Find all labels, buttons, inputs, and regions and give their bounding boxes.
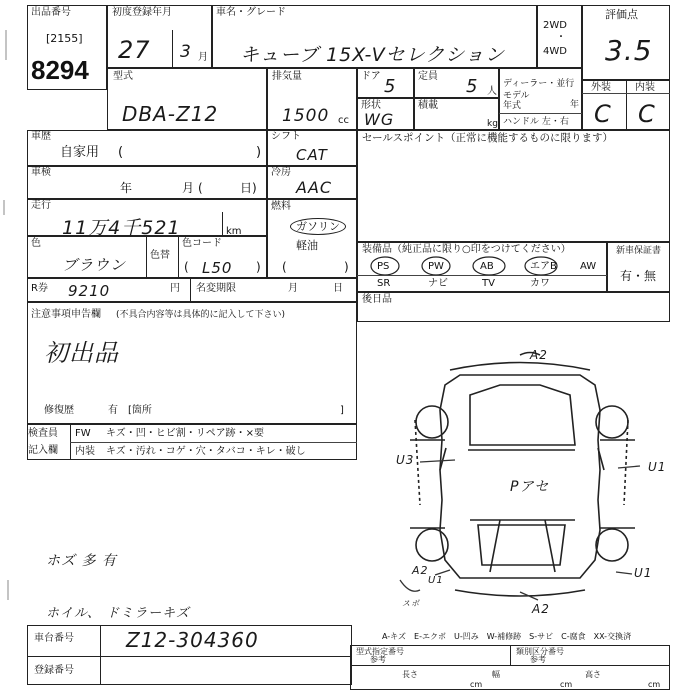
recycle-label: R券 [31, 283, 48, 294]
repair-value: 有 [108, 405, 118, 416]
deadline-label: 名変期限 [196, 283, 236, 294]
equip-ps: PS [377, 261, 390, 272]
history-paren-close: ) [256, 145, 262, 160]
interior-grade: C [638, 100, 656, 128]
reg-month-unit: 月 [198, 52, 208, 63]
bottom-note-1: ホズ 多 有 [46, 553, 117, 569]
disp-value: 1500 [282, 106, 330, 126]
equip-ab: AB [480, 261, 494, 272]
mileage-value: 11万4千521 [62, 217, 181, 239]
aircon-label: 冷房 [271, 167, 291, 178]
load-label: 積載 [418, 100, 438, 111]
color-code-value: L50 [202, 259, 233, 277]
door-value: 5 [384, 76, 397, 97]
dealer-label: ディーラー・並行 [503, 79, 575, 89]
ref-number: [2155] [46, 32, 83, 45]
shift-label: シフト [271, 131, 301, 142]
checker-line2-tag: 内装 [75, 446, 95, 457]
deadline-month: 月 [288, 283, 298, 294]
diag-center: Pアセ [510, 479, 550, 495]
cap-label: 定員 [418, 71, 438, 82]
fuel-gasoline: ガソリン [290, 218, 346, 235]
equip-leather: カワ [530, 278, 550, 289]
fuel-diesel: 軽油 [296, 239, 318, 252]
mileage-label: 走行 [31, 200, 51, 211]
selling-points-label: セールスポイント（正常に機能するものに限ります） [362, 132, 614, 144]
aircon-value: AAC [296, 178, 333, 197]
repair-place: [箇所 [128, 405, 152, 416]
color-code-label: 色コード [182, 238, 222, 249]
class-ref: 参考 [530, 655, 546, 664]
score-label: 評価点 [605, 8, 638, 21]
diag-bottom-small: スポ [402, 599, 420, 608]
rear-seat-box [357, 292, 670, 322]
deadline-day: 日 [333, 283, 343, 294]
diag-br: U1 [634, 566, 653, 580]
equip-aw: AW [580, 261, 597, 272]
kg-unit: kg [487, 119, 498, 129]
color-label: 色 [31, 238, 41, 249]
reg-month: 3 [180, 42, 192, 62]
history-owner: 自家用 [60, 145, 100, 160]
equip-navi: ナビ [428, 278, 448, 289]
model-year-label: モデル年式 [503, 91, 530, 111]
color-value: ブラウン [62, 256, 127, 274]
inspection-year-unit: 年 [120, 181, 133, 195]
record-label: 記入欄 [28, 445, 58, 456]
frame-label: 車台番号 [34, 633, 74, 644]
interior-label: 内装 [635, 82, 655, 93]
km-unit: km [226, 226, 242, 237]
warranty-value: 有・無 [620, 269, 657, 283]
exterior-grade: C [594, 100, 612, 128]
notes-label: 注意事項申告欄 [31, 309, 101, 320]
diag-bl1: A2 [412, 564, 429, 577]
recycle-yen: 円 [170, 283, 180, 294]
model-label: 型式 [113, 71, 133, 82]
disp-label: 排気量 [272, 71, 302, 82]
damage-legend: A-キズ E-エクボ U-凹み W-補修跡 S-サビ C-腐食 XX-交換済 [382, 632, 632, 641]
color-code-paren-close: ) [256, 260, 261, 274]
diag-left: U3 [396, 453, 415, 467]
checker-line1-text: キズ・凹・ヒビ割・リペア跡・×要 [106, 428, 264, 439]
drive-2wd: 2WD [543, 20, 567, 31]
notes-handwritten: 初出品 [44, 339, 119, 367]
cert-label: 型式指定番号 [356, 647, 404, 656]
diag-right: U1 [648, 460, 667, 474]
lot-label: 出品番号 [31, 7, 71, 18]
class-label: 類別区分番号 [516, 647, 564, 656]
fuel-paren-close: ) [344, 260, 349, 274]
repair-label: 修復歴 [44, 405, 74, 416]
bottom-note-2: ホイル、 ドミラーキズ [46, 606, 190, 621]
frame-value: Z12-304360 [126, 628, 259, 652]
equip-tv: TV [482, 278, 495, 289]
equip-pw: PW [428, 261, 444, 272]
car-name: キューブ 15X-Vセレクション [240, 44, 505, 66]
shift-value: CAT [296, 146, 328, 164]
notes-sublabel: (不具合内容等は具体的に記入して下さい) [116, 310, 286, 320]
inspection-box [27, 166, 267, 199]
fuel-paren-open: ( [282, 260, 287, 274]
name-label: 車名・グレード [216, 7, 286, 18]
history-paren-open: ( [118, 145, 124, 160]
inspection-label: 車検 [31, 167, 51, 178]
shape-label: 形状 [361, 100, 381, 111]
front-bumper-line [450, 363, 590, 371]
cap-value: 5 [466, 76, 479, 97]
equip-airb: エアB [530, 261, 557, 272]
repair-bracket-close: ] [340, 405, 344, 416]
checker-label: 検査員 [28, 428, 58, 439]
recycle-value: 9210 [68, 282, 111, 300]
model-value: DBA-Z12 [122, 102, 219, 126]
height-cm: cm [648, 680, 661, 689]
wheel-fl [416, 406, 448, 438]
handle-label: ハンドル 左・右 [503, 117, 569, 127]
width-cm: cm [560, 680, 573, 689]
door-label: ドア [361, 71, 381, 82]
reg-label: 初度登録年月 [112, 7, 172, 18]
diag-bottom: A2 [532, 602, 550, 616]
color-code-paren-open: ( [184, 260, 189, 274]
length-label: 長さ [402, 670, 418, 679]
diag-bl2: U1 [428, 575, 444, 586]
rear-seat-label: 後日品 [362, 294, 392, 305]
equipment-label: 装備品（純正品に限り○印をつけてください） [362, 244, 571, 255]
year-unit: 年 [570, 100, 580, 110]
person-unit: 人 [487, 86, 497, 97]
reg-year: 27 [118, 36, 151, 64]
diag-top: A2 [530, 348, 548, 362]
inspection-day-unit: 日) [240, 181, 257, 195]
fuel-label: 燃料 [271, 201, 291, 212]
width-label: 幅 [492, 670, 500, 679]
inspection-paren-open: ( [198, 181, 203, 195]
lot-number: 8294 [31, 55, 89, 85]
score-value: 3.5 [605, 34, 653, 67]
history-label: 車歴 [31, 131, 51, 142]
inspection-month-unit: 月 [182, 181, 195, 195]
drive-dot: ・ [556, 32, 566, 43]
exterior-label: 外装 [591, 82, 611, 93]
checker-line2-text: キズ・汚れ・コゲ・穴・タバコ・キレ・破し [106, 446, 306, 457]
drive-4wd: 4WD [543, 46, 567, 57]
reg-number-label: 登録番号 [34, 665, 74, 676]
cert-ref: 参考 [370, 655, 386, 664]
color-tone-label: 色替 [150, 250, 170, 261]
windshield [470, 385, 575, 445]
warranty-label: 新車保証書 [616, 246, 662, 256]
rear-bumper-line [455, 590, 585, 596]
length-cm: cm [470, 680, 483, 689]
equip-sr: SR [377, 278, 391, 289]
height-label: 高さ [585, 670, 601, 679]
wheel-fr [596, 406, 628, 438]
selling-points-box [357, 130, 670, 242]
wheel-rr [596, 529, 628, 561]
checker-line1-tag: FW [75, 428, 91, 439]
shape-value: WG [364, 110, 395, 129]
cc-unit: cc [338, 115, 349, 126]
